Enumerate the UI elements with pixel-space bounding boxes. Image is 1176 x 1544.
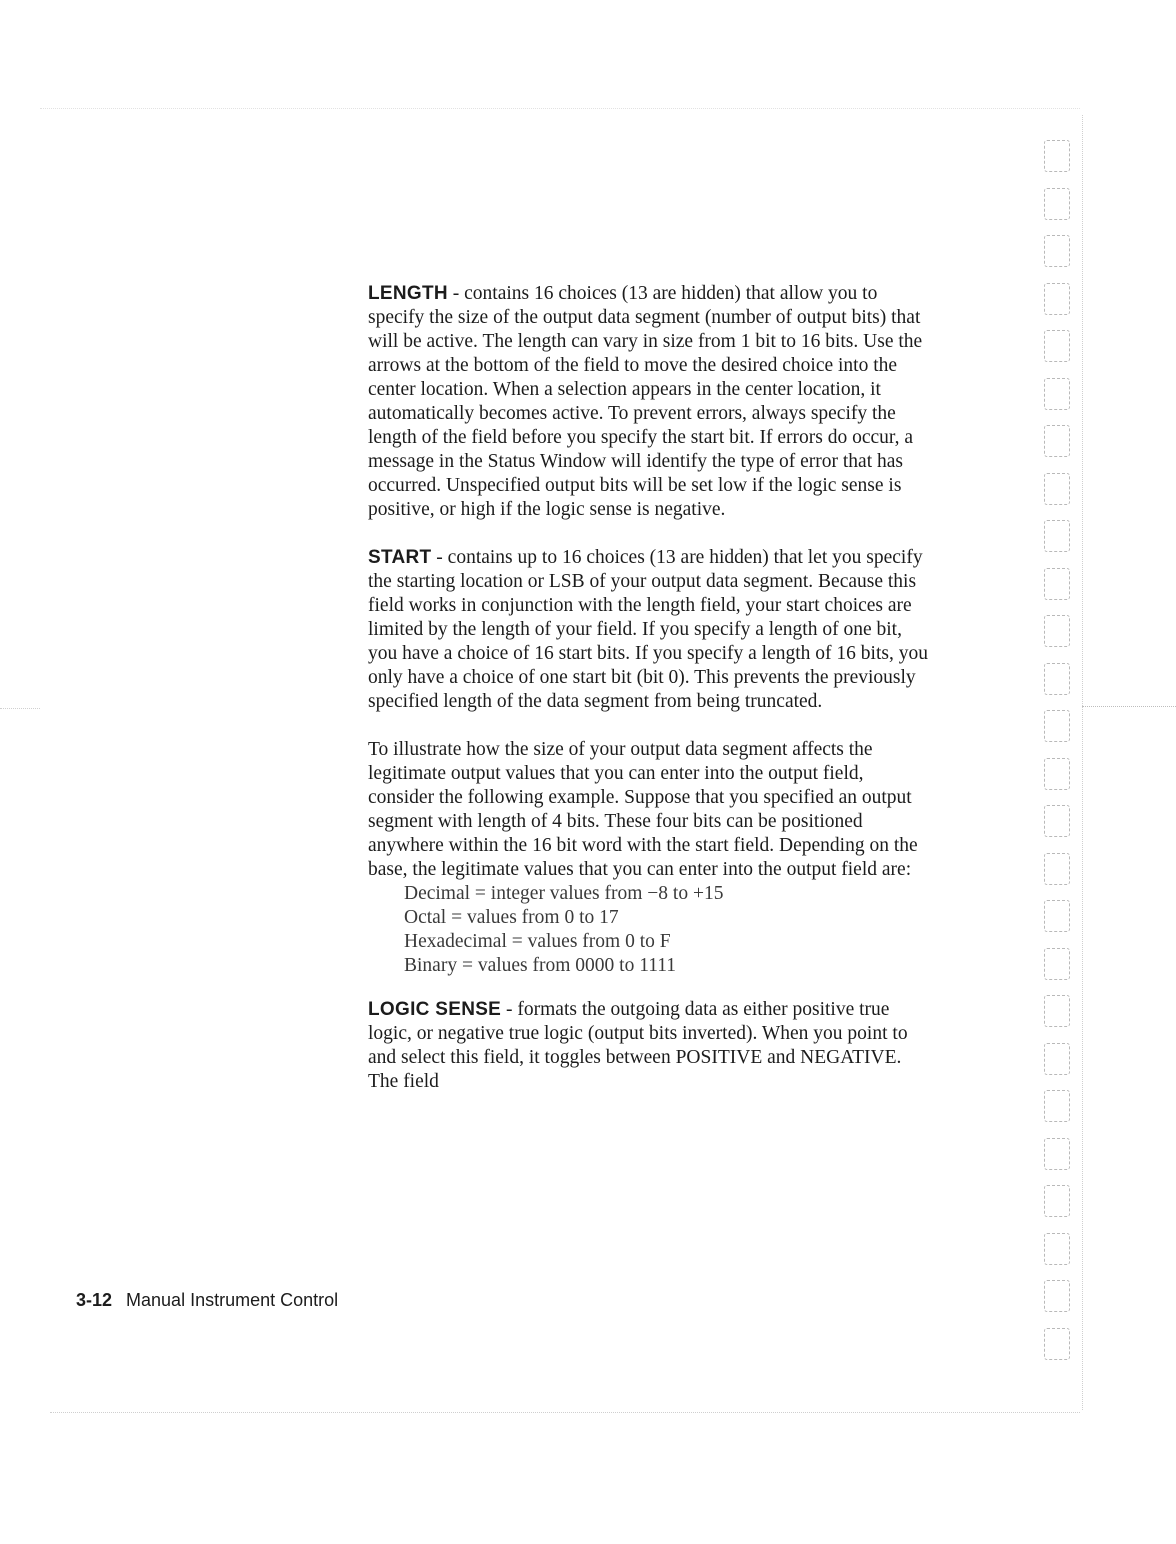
binder-hole xyxy=(1044,615,1070,647)
binder-hole xyxy=(1044,235,1070,267)
binder-hole xyxy=(1044,1185,1070,1217)
binder-edge-line xyxy=(1082,115,1083,1410)
list-item: Hexadecimal = values from 0 to F xyxy=(404,931,671,952)
binder-hole xyxy=(1044,1138,1070,1170)
start-description: - contains up to 16 choices (13 are hidden) that let you specify the starting location or LSB of your output data segment. Because this field works in conjunction with the length field, your start choices are limited by the length of your field. If you specify a length of one bit, you have a choice of 16 start bits. If you specify a length of 16 bits, you only have a choice of one start bit (bit 0). This prevents the previously specified length of the data segment from being truncated. xyxy=(368,547,928,712)
body-text xyxy=(368,282,928,1094)
binder-hole xyxy=(1044,283,1070,315)
binder-hole xyxy=(1044,473,1070,505)
scan-edge-top xyxy=(40,108,1080,109)
list-item: Decimal = integer values from −8 to +15 xyxy=(404,883,724,904)
list-item: Binary = values from 0000 to 1111 xyxy=(404,955,677,976)
binder-hole xyxy=(1044,1043,1070,1075)
binder-hole xyxy=(1044,568,1070,600)
list-item: Octal = values from 0 to 17 xyxy=(404,907,619,928)
length-paragraph xyxy=(368,282,928,522)
scan-mark-left xyxy=(0,708,40,709)
binder-hole xyxy=(1044,853,1070,885)
binder-hole xyxy=(1044,330,1070,362)
length-description: - contains 16 choices (13 are hidden) that allow you to specify the size of the output data segment (number of output bits) that will be active. The length can vary in size from 1 bit to 16 bits. Use the arrows at the bottom of the field to move the desired choice into the center location. When a selection appears in the center location, it automatically becomes active. To prevent errors, always specify the length of the field before you specify the start bit. If errors do occur, a message in the Status Window will identify the type of error that has occurred. Unspecified output bits will be set low if the logic sense is positive, or high if the logic sense is negative. xyxy=(368,283,923,520)
start-term: START xyxy=(368,547,432,568)
logic-sense-description: - formats the outgoing data as either positive true logic, or negative true logic (output bits inverted). When you point to and select this field, it toggles between POSITIVE and NEGATIVE. The field xyxy=(368,999,908,1092)
binder-hole xyxy=(1044,1090,1070,1122)
logic-sense-term: LOGIC SENSE xyxy=(368,999,502,1020)
page-number: 3-12 xyxy=(76,1290,113,1310)
binder-hole xyxy=(1044,378,1070,410)
scan-mark-right xyxy=(1082,706,1176,707)
logic-sense-paragraph xyxy=(368,998,928,1094)
binder-hole xyxy=(1044,948,1070,980)
binder-hole xyxy=(1044,710,1070,742)
binder-hole xyxy=(1044,1328,1070,1360)
binder-hole xyxy=(1044,900,1070,932)
binder-hole xyxy=(1044,995,1070,1027)
binder-hole xyxy=(1044,663,1070,695)
section-title: Manual Instrument Control xyxy=(126,1290,339,1310)
page-footer xyxy=(76,1290,338,1311)
binder-hole xyxy=(1044,758,1070,790)
binder-hole xyxy=(1044,425,1070,457)
binder-hole xyxy=(1044,1233,1070,1265)
binder-hole xyxy=(1044,520,1070,552)
binder-hole xyxy=(1044,805,1070,837)
start-paragraph xyxy=(368,546,928,714)
legitimate-values-list xyxy=(368,882,928,978)
scan-edge-bottom xyxy=(50,1412,1080,1413)
length-term: LENGTH xyxy=(368,283,448,304)
example-paragraph xyxy=(368,738,928,882)
example-text: To illustrate how the size of your output data segment affects the legitimate output values that you can enter into the output field, consider the following example. Suppose that you specified an output segment with length of 4 bits. These four bits can be positioned anywhere within the 16 bit word with the start field. Depending on the base, the legitimate values that you can enter into the output field are: xyxy=(368,739,918,880)
binder-hole xyxy=(1044,140,1070,172)
binder-hole xyxy=(1044,1280,1070,1312)
binder-hole xyxy=(1044,188,1070,220)
